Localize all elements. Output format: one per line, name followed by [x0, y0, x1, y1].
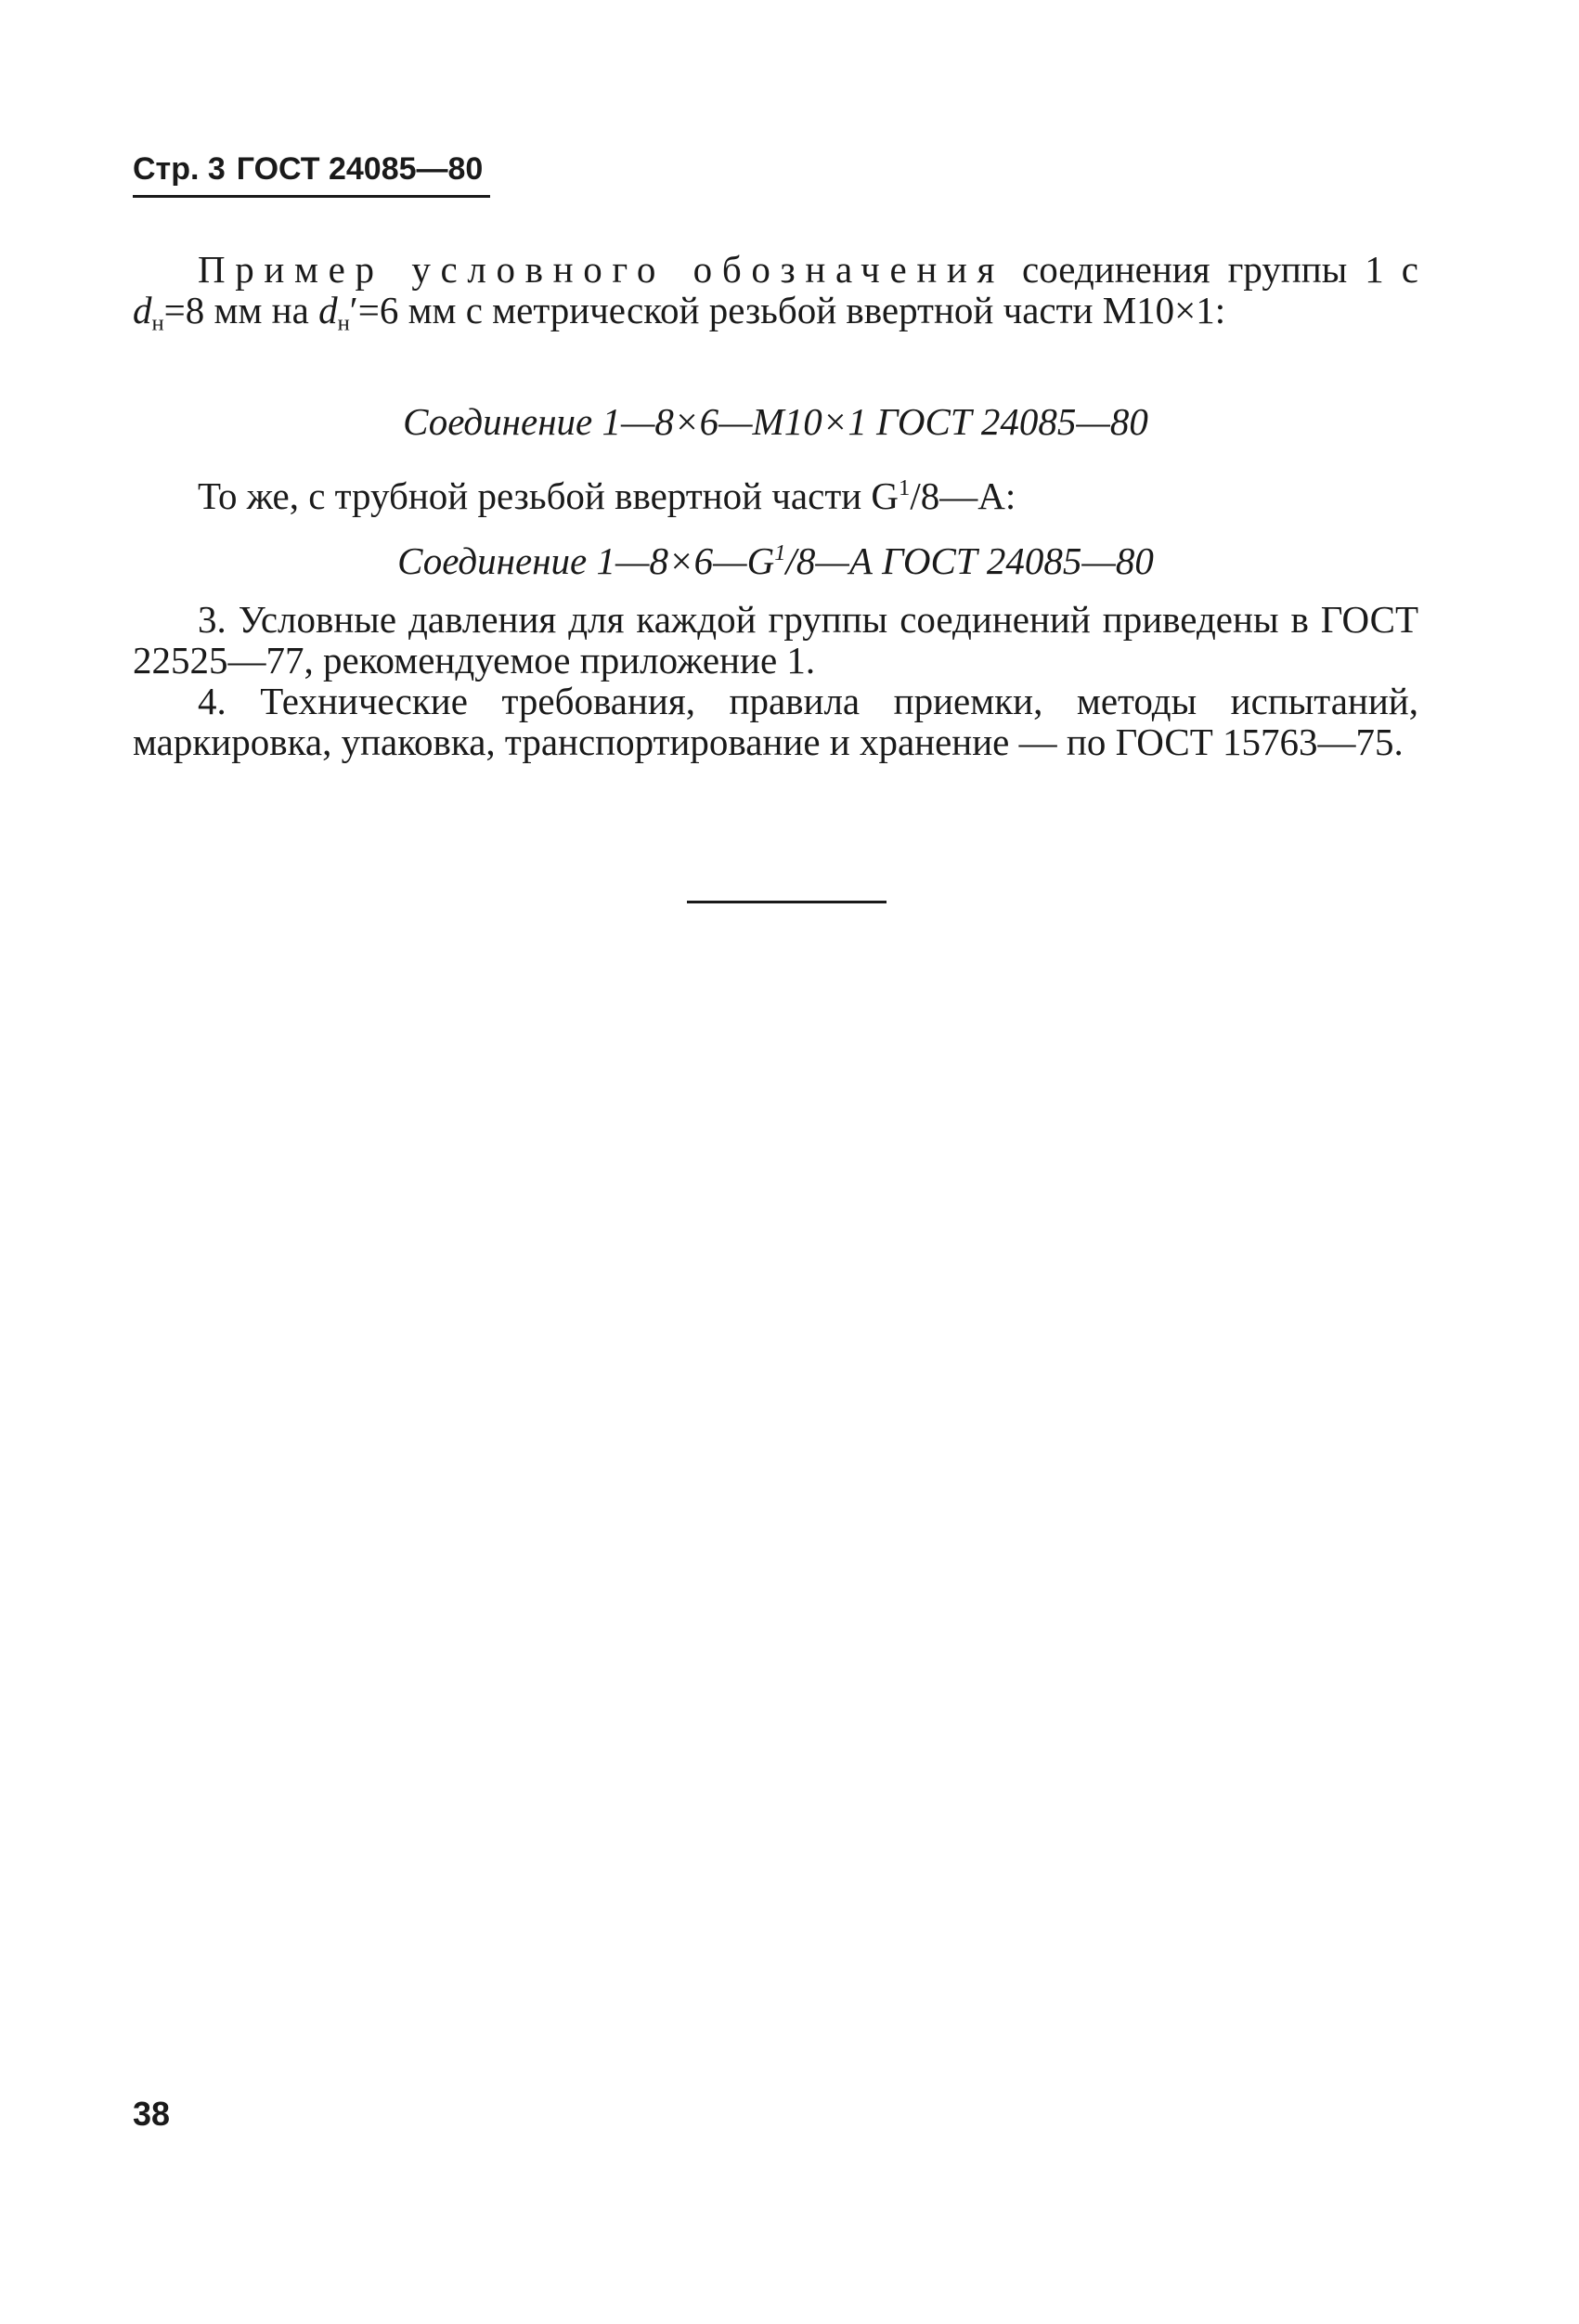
example-eq-2: ′=6 мм с метрической резьбой ввертной части M10×1:: [349, 289, 1226, 331]
header-rule: [133, 195, 490, 198]
clause-4: 4. Технические требования, правила приемки, методы испытаний, маркировка, упаковка, транспортирование и хранение — по ГОСТ 15763—75.: [133, 680, 1418, 763]
clause-3: 3. Условные давления для каждой группы соединений приведены в ГОСТ 22525—77, рекомендуемое приложение 1.: [133, 598, 1418, 682]
page-label: Стр. 3: [133, 151, 226, 187]
example-eq-1: =8 мм на: [163, 289, 319, 331]
pipe-thread-paragraph: [133, 468, 1418, 516]
d-subscript: н: [151, 310, 164, 336]
formula-pipe-sup: 1: [774, 540, 786, 565]
d-symbol: d: [133, 289, 152, 331]
example-lead: Пример условного обозначения: [198, 248, 1005, 291]
same-sup: 1: [899, 475, 911, 500]
formula-metric: Соединение 1—8×6—M10×1 ГОСТ 24085—80: [403, 400, 1148, 443]
page-number: 38: [133, 2095, 171, 2133]
designation-example-paragraph: [133, 249, 1418, 344]
example-text-1: соединения группы 1 с: [1004, 248, 1418, 291]
d2-subscript: н: [337, 310, 350, 336]
standard-number: ГОСТ 24085—80: [236, 151, 484, 187]
same-frac-rest: /8—А:: [910, 474, 1016, 517]
formula-pipe-suffix: /8—А ГОСТ 24085—80: [785, 539, 1154, 582]
page-header: [133, 149, 490, 189]
formula-pipe-prefix: Соединение 1—8×6—G: [397, 539, 775, 582]
end-rule: [687, 901, 887, 903]
formula-pipe: [133, 533, 1418, 581]
d2-symbol: d: [318, 289, 338, 331]
same-text: То же, с трубной резьбой ввертной части G: [198, 474, 900, 517]
